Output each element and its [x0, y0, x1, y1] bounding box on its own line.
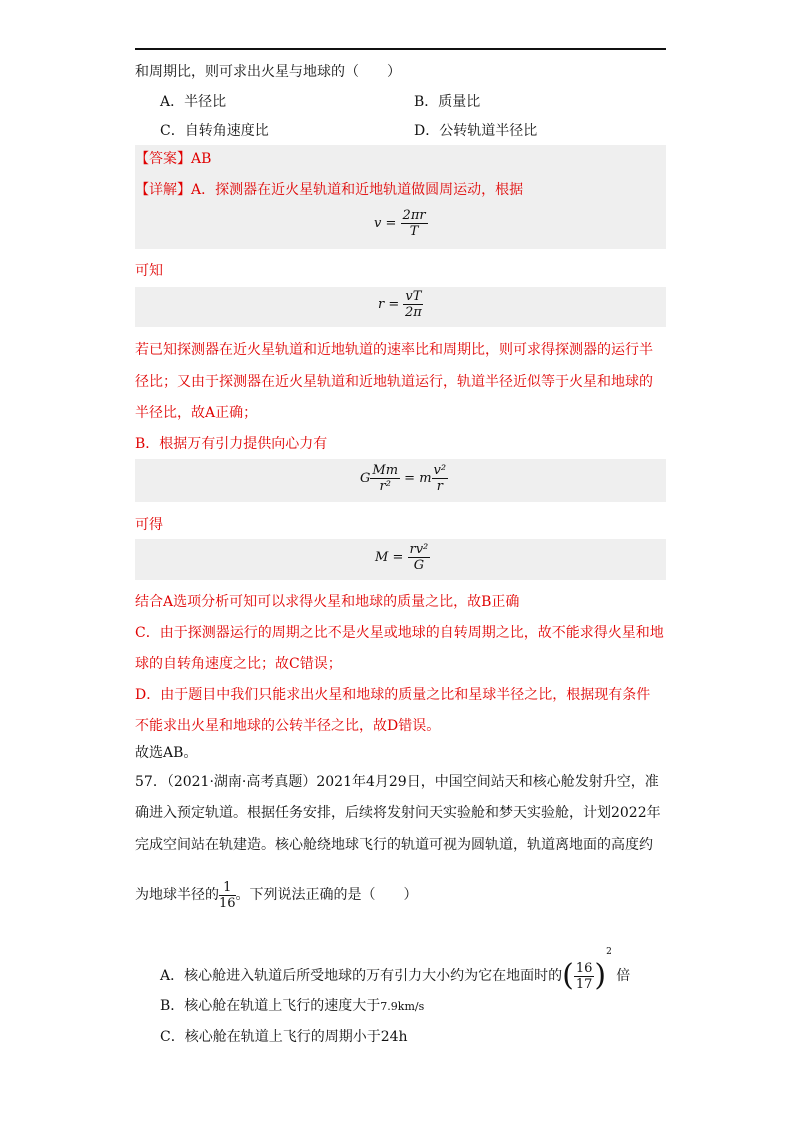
para-b-end: 结合A选项分析可知可以求得火星和地球的质量之比，故B正确	[135, 594, 520, 610]
option-a: A．半径比	[160, 94, 227, 110]
answer-line	[135, 150, 211, 168]
opt57-a-post: 倍	[616, 968, 631, 984]
para-a-2: 径比；又由于探测器在近火星轨道和近地轨道运行，轨道半径近似等于火星和地球的	[135, 374, 653, 390]
opt57-b	[160, 997, 424, 1016]
opt57-c-value: 24h	[380, 1029, 408, 1045]
opt57-b-value: 7.9km/s	[380, 1000, 425, 1013]
q57-line1: 57．（2021·湖南·高考真题）2021年4月29日，中国空间站天和核心舱发射升空，准	[135, 774, 659, 790]
para-c-2: 球的自转角速度之比；故C错误；	[135, 656, 342, 672]
q57-line4-post: 。下列说法正确的是（ ）	[235, 887, 418, 903]
opt57-a-fraction: $\frac{16}{17}$	[575, 960, 593, 992]
q57-line2: 确进入预定轨道。根据任务安排，后续将发射问天实验舱和梦天实验舱，计划2022年	[135, 805, 661, 821]
formula-gravity: G $\frac{Mm}{\text{r²}}$ = m $\frac{\text{v²}}{r}$	[360, 463, 447, 494]
opt57-a-pre: A．核心舱进入轨道后所受地球的万有引力大小约为它在地面时的	[160, 968, 563, 984]
para-d-1: D．由于题目中我们只能求出火星和地球的质量之比和星球半径之比，根据现有条件	[135, 687, 651, 703]
para-a-3: 半径比，故A正确；	[135, 405, 258, 421]
q57-line3: 完成空间站在轨建造。核心舱绕地球飞行的轨道可视为圆轨道，轨道离地面的高度约	[135, 837, 653, 853]
detail-a-intro: A．探测器在近火星轨道和近地轨道做圆周运动，根据	[191, 182, 524, 198]
kede-label: 可得	[135, 517, 163, 533]
answer-label: 【答案】	[135, 151, 191, 167]
opt57-c	[160, 1028, 408, 1046]
option-d: D．公转轨道半径比	[414, 123, 538, 139]
header-rule	[135, 48, 666, 50]
para-a-1: 若已知探测器在近火星轨道和近地轨道的速率比和周期比，则可求得探测器的运行半	[135, 342, 653, 358]
question-stem-end: 和周期比，则可求出火星与地球的（ ）	[135, 64, 401, 80]
q57-fraction: $\frac{1}{16}$	[219, 879, 236, 911]
para-d-2: 不能求出火星和地球的公转半径之比，故D错误。	[135, 718, 441, 734]
answer-value: AB	[191, 151, 212, 167]
q57-line4-pre: 为地球半径的	[135, 887, 219, 903]
formula-v: v = $\frac{2\pi r}{T}$	[374, 208, 426, 239]
option-b: B．质量比	[414, 94, 481, 110]
kezhi-label: 可知	[135, 263, 163, 279]
detail-label: 【详解】	[135, 182, 191, 198]
opt57-b-pre: B．核心舱在轨道上飞行的速度大于	[160, 998, 381, 1014]
opt57-a: A．核心舱进入轨道后所受地球的万有引力大小约为它在地面时的( $\frac{16}{17}$ )$^2$ 倍	[160, 947, 631, 993]
para-b-intro: B．根据万有引力提供向心力有	[135, 436, 328, 452]
choose-line: 故选AB。	[135, 745, 198, 761]
option-c: C．自转角速度比	[160, 123, 269, 139]
para-c-1: C．由于探测器运行的周期之比不是火星或地球的自转周期之比，故不能求得火星和地	[135, 625, 664, 641]
formula-r: r = $\frac{vT}{2\pi}$	[378, 289, 422, 320]
formula-mass: M = $\frac{\text{rv²}}{G}$	[375, 542, 429, 573]
detail-line	[135, 181, 523, 199]
opt57-c-pre: C．核心舱在轨道上飞行的周期小于	[160, 1029, 381, 1045]
q57-line4	[135, 878, 418, 912]
